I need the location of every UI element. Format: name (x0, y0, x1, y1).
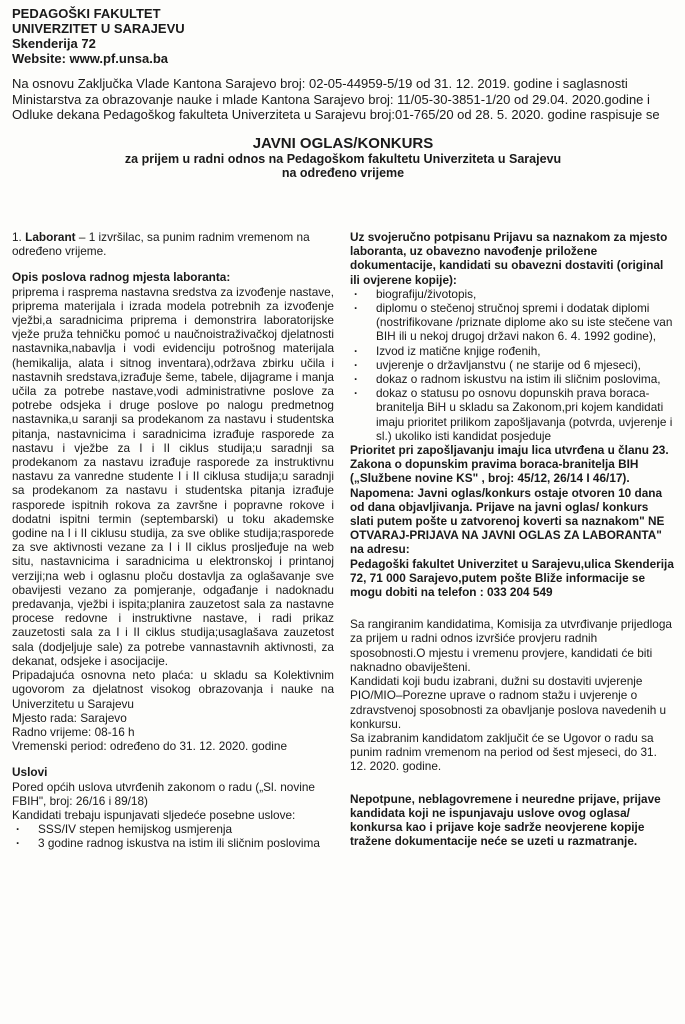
list-item: · 3 godine radnog iskustva na istim ili sličnim poslovima (12, 836, 334, 850)
documents-intro: Uz svojeručno potpisanu Prijavu sa naznakom za mjesto laboranta, uz obavezno navođenje priložene dokumentacije, kandidati su obavezni dostaviti (original ili ovjerene kopije): (350, 230, 668, 287)
website-line: Website: www.pf.unsa.ba (12, 51, 169, 66)
note-text: Napomena: Javni oglas/konkurs ostaje otvoren 10 dana od dana objavljivanja. Prijave na javni oglas/ konkurs slati putem pošte u zatvorenoj koverti sa naznakom" NE OTVARAJ-PRIJAVA NA JAVNI OGLAS ZA LABORANTA" na adresu: (350, 485, 665, 557)
university-name: UNIVERZITET U SARAJEVU (12, 21, 185, 36)
list-item: · Izvod iz matične knjige rođenih, (350, 344, 675, 358)
institution-header (12, 6, 674, 66)
title-main: JAVNI OGLAS/KONKURS (252, 134, 434, 152)
conditions-general: Pored općih uslova utvrđenih zakonom o radu („Sl. novine FBIH", broj: 26/16 i 89/18) (12, 779, 315, 808)
list-item: · biografiju/životopis, (350, 287, 675, 301)
incomplete-applications-text: Nepotpune, neblagovremene i neuredne prijave, prijave kandidata koji ne ispunjavaju uslove ovog oglasa/ konkursa kao i prijave koje sadrže neovjerene kopije tražene dokumentacije neće se uzeti u razmatranje. (350, 791, 661, 849)
legal-basis-paragraph: Na osnovu Zaključka Vlade Kantona Sarajevo broj: 02-05-44959-5/19 od 31. 12. 2019. godine i saglasnosti Ministarstva za obrazovanje nauke i mlade Kantona Sarajevo broj: 11/05-30-3851-1/20 od 29.04. 2020.godine i Odluke dekana Pedagoškog fakulteta Univerziteta u Sarajevu broj:01-765/20 od 28. 5. 2020. godine raspisuje se (12, 76, 660, 122)
work-period: Vremenski period: određeno do 31. 12. 2020. godine (12, 739, 288, 754)
conditions-list (12, 822, 334, 850)
faculty-name: PEDAGOŠKI FAKULTET (12, 6, 161, 21)
list-item: · SSS/IV stepen hemijskog usmjerenja (12, 822, 334, 836)
work-place: Mjesto rada: Sarajevo (12, 710, 127, 725)
address-line: Skenderija 72 (12, 36, 96, 51)
duties-text: priprema i raspremа nastavna sredstva za izvođenje nastave, priprema materijala i izrada modela potrebnih za izvođenje vježbi,a saradnicima priprema i demonstrira laboratorijske vježe pruža tehničku pomoć u naučnoistraživačkoj djelatnosti nastavnika,nabavlja i vodi evidenciju potrošnog materijala (hemikalija, alata i sitnog inventara),održava zbirku učila i nastavnih sredstava,izrađuje šeme, tabele, dijagrame i manja učila za potrebe nastave,vodi administrativne poslove za potrebe odsjeka i druge poslove po nalogu predmetnog nastavnika,u saranji sa prodekanom za nastavu i studentska pitanja, nastavnicima i saradnicima izrađuje rasporede za nastavu i vježbe za I i II ciklus studija;u saradnji sa prodekanom za nastavu izrađuje rasporede za instruktivnu nastavu za vanredne studente I i II ciklusa studija;u saradnji sa prodekanom za nastavu i studentska pitanja izrađuje rasporede ispitnih rokova za završne i popravne rokove i dodatni ispitni termin (septembarski) u toku akademske godine na I i II ciklusu studija, za sve oblike studija;rasporede za sve aktivnosti vezane za I i II ciklus prosljeđuje na web situ, nastavnicima i saradnicima u elektronskoj i printanoj verziji;na web i oglasnu ploču dostavlja za oglašavanje sve obavijesti vezano za pomjeranje, odgađanje i nadoknadu predavanja, vježbi i ispita;planira zauzetost sala za nastavne procese redovne i instruktivne nastave, i radi prikaz zauzetosti sala za I i II ciklus studija;usaglašava zauzetost sala (dodjeljuje sale) za potrebe vannastavnih aktivnosti, za dekanat, odsjeke i asocijacije. (12, 284, 334, 668)
documents-list (350, 287, 675, 443)
list-item: · dokaz o radnom iskustvu na istim ili sličnim poslovima, (350, 372, 675, 386)
priority-text: Prioritet pri zapošljavanju imaju lica utvrđena u članu 23. Zakona o dopunskim pravima boraca-branitelja BIH („Službene novine KS" , broj: 45/12, 26/14 I 46/17). (350, 443, 669, 486)
right-column (350, 230, 675, 848)
conditions-heading: Uslovi (12, 765, 48, 780)
contract-text: Sa izabranim kandidatom zaključit će se Ugovor o radu sa punim radnim vremenom na period od šest mjeseci, do 31. 12. 2020. godine. (350, 730, 657, 774)
document-page (12, 6, 674, 181)
work-hours: Radno vrijeme: 08-16 h (12, 724, 135, 739)
conditions-special: Kandidati trebaju ispunjavati sljedeće posebne uslove: (12, 807, 296, 822)
left-column (12, 230, 334, 851)
address-text: Pedagoški fakultet Univerzitet u Sarajevu,ulica Skenderija 72, 71 000 Sarajevo,putem pošte Bliže informacije se mogu dobiti na telefon : 033 204 549 (350, 556, 674, 600)
title-sub-2: na određeno vrijeme (281, 166, 405, 180)
list-item: · uvjerenje o državljanstvu ( ne starije od 6 mjeseci), (350, 358, 675, 372)
position-paragraph (12, 230, 334, 258)
duties-heading: Opis poslova radnog mjesta laboranta: (12, 270, 231, 285)
position-number: 1. (12, 230, 26, 244)
commission-text: Sa rangiranim kandidatima, Komisija za utvrđivanje prijedloga za prijem u radni odnos izvršiće provjeru radnih sposobnosti.O mjestu i vremenu provjere, kandidati će biti naknadno obaviješteni. (350, 617, 672, 674)
title-sub-1: za prijem u radni odnos na Pedagoškom fakultetu Univerziteta u Sarajevu (124, 151, 562, 166)
salary-text: Pripadajuća osnovna neto plaća: u skladu sa Kolektivnim ugovorom za djelatnost visokog obrazovanja i nauke na Univerzitetu u Sarajevu (12, 668, 334, 711)
list-item: · diplomu o stečenoj stručnoj spremi i dodatak diplomi (nostrifikovane /priznate diplome ako su iste stečene van BIH ili u nekoj drugoj državi nakon 6. 4. 1992 godine), (350, 301, 675, 344)
announcement-title (12, 135, 674, 181)
position-name: Laborant (25, 230, 76, 244)
list-item: · dokaz o statusu po osnovu dopunskih prava boraca-branitelja BiH u skladu sa Zakonom,pri kojem kandidati imaju prioritet prilikom zapošljavanja (potvrda, uvjerenje i sl.) ukoliko isti kandidat posjeduje (350, 386, 675, 443)
position-description: – 1 izvršilac, sa punim radnim vremenom na određeno vrijeme. (12, 230, 310, 259)
selected-candidates-text: Kandidati koji budu izabrani, dužni su dostaviti uvjerenje PIO/MIO–Porezne uprave o radnom stažu i uvjerenje o zdravstvenoj sposobnosti za obavljanje poslova navedenih u konkursu. (350, 674, 667, 731)
